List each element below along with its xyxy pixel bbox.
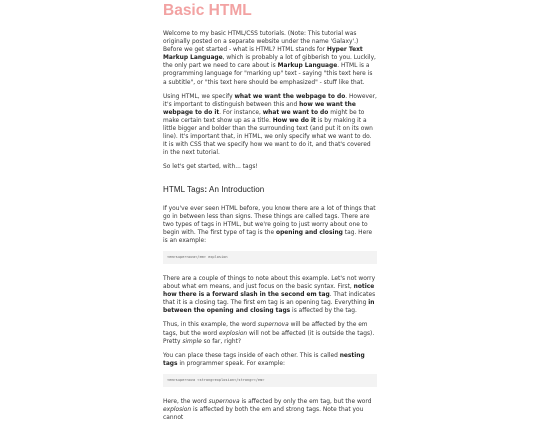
text: tag. Here is an example: (163, 229, 373, 244)
text: There are a couple of things to note about this example. Let's not worry about what (163, 275, 376, 291)
text: Welcome to my basic HTML/CSS tutorials. (Note: This tutorial was originally posted on a separate website under the name 'Galaxy'.) Before we get started - what is HTML? HTML stands for (163, 31, 359, 54)
heading-part: An Introduction (207, 184, 265, 194)
text: . HTML is a programming language for "marking up" text - saying "this text here is a subtitle", or "this text here should be emphasized" - stuff like that. (163, 63, 373, 86)
code-example: <em>supernova</em> explosion (163, 251, 377, 264)
bold-text: opening and closing (276, 229, 343, 236)
code-example-nested: <em>supernova <strong>explosion</strong></em> (163, 374, 377, 387)
bold-text: Hyper Text Markup Language (163, 47, 363, 62)
section-heading (163, 185, 377, 194)
italic-text: simple (182, 338, 202, 345)
article-body (163, 30, 377, 428)
text: is affected by the tag. (290, 308, 357, 315)
text: Using HTML, we specify (163, 93, 235, 100)
bold-text: in between the opening and closing tags (163, 300, 375, 315)
text: will be affected by the em tags, but the word (163, 322, 368, 337)
text: Here, the word (163, 398, 209, 405)
text: is affected by both the em and strong tags. Note that you cannot (163, 407, 364, 422)
italic-text: explosion (219, 330, 248, 337)
bold-text: nesting tags (163, 352, 365, 367)
text: Thus, in this example, the word (163, 322, 258, 329)
text: You can place these tags inside of each other. This is called (163, 352, 340, 359)
text: . That indicates that it is a closing tag. The first em tag is an opening tag. Everything (163, 292, 376, 307)
heading-colon: : (204, 184, 208, 194)
text: . For instance, (219, 109, 263, 116)
text: is by making it a little bigger and bolder than the surrounding text (and put it on its own line). It's important that, in HTML, we only specify what we want to do. It is with CSS that we specify how we want to do it, and that's covered in the next tutorial. (163, 117, 373, 157)
page-title: Basic HTML (163, 2, 252, 19)
text: means, and just focus on the basic syntax. First, (207, 284, 354, 291)
paragraph-nesting (163, 352, 377, 368)
bold-text: notice how there is a forward slash in the second em tag (163, 284, 375, 299)
paragraph-tags-intro (163, 205, 377, 245)
paragraph-syntax (163, 275, 377, 315)
bold-text: how we want the webpage to do it (163, 101, 356, 116)
bold-text: Markup Language (277, 63, 338, 70)
italic-text: supernova (257, 322, 289, 329)
text: in programmer speak. For example: (177, 360, 286, 367)
heading-part: HTML Tags (163, 184, 205, 194)
text: . However, it's important to distinguish between this and (163, 93, 377, 108)
italic-text: supernova (208, 398, 240, 405)
text: might be to make certain text show up as a title. (163, 109, 365, 124)
text: If you've ever seen HTML before, you know there are a lot of things that go in between less than signs. These things are called tags. There are two types of tags in HTML, but we're going to just worry about one to begin with. The first type of tag is the (163, 205, 376, 236)
intro-paragraph (163, 30, 377, 87)
text: will not be affected (it is outside the tags). Pretty (163, 330, 375, 345)
text: , which is probably a lot of gibberish to you. Luckily, the only part we need to care about is (163, 55, 376, 70)
paragraph-lets-start: So let's get started, with... tags! (163, 164, 258, 171)
text: is affected by only the em tag, but the word (239, 398, 372, 405)
paragraph-what-vs-how (163, 93, 377, 158)
bold-text: How we do it (272, 117, 316, 124)
paragraph-nesting-explained (163, 398, 377, 422)
italic-text: explosion (163, 407, 192, 413)
bold-text: what we want the webpage to do (234, 93, 346, 100)
paragraph-example-explained (163, 321, 377, 345)
inline-code: em (198, 284, 208, 291)
bold-text: what we want to do (262, 109, 329, 116)
text: so far, right? (201, 338, 242, 345)
